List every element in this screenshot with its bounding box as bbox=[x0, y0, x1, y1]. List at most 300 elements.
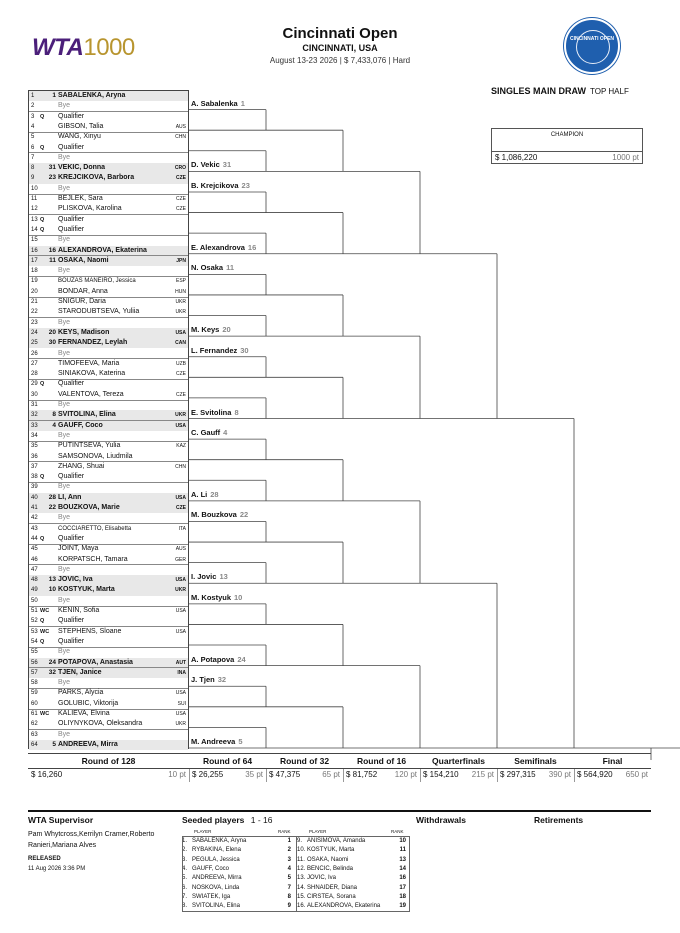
entry-player-name: Bye bbox=[58, 431, 71, 439]
entry-player-name: KEYS, Madison bbox=[58, 328, 110, 336]
winner-name: M. Bouzkova bbox=[191, 510, 237, 520]
seeded-table bbox=[182, 827, 410, 913]
entry-player-name: JOINT, Maya bbox=[58, 545, 99, 553]
entry-status: Q bbox=[40, 618, 45, 625]
winner-seed: 8 bbox=[234, 407, 239, 417]
withdrawals-title: Withdrawals bbox=[416, 815, 466, 825]
wta-1000-logo: WTA1000 bbox=[32, 34, 135, 61]
seed-rank: 17 bbox=[399, 884, 406, 891]
entry-player-name: GAUFF, Coco bbox=[58, 421, 103, 429]
entry-seed: 5 bbox=[52, 740, 56, 748]
seed-rank: 9 bbox=[287, 903, 291, 910]
entry-seed: 11 bbox=[49, 256, 56, 264]
entry-player-name: Bye bbox=[58, 236, 71, 244]
round-divider bbox=[189, 768, 190, 782]
entry-seed: 22 bbox=[48, 504, 56, 511]
winner-name: J. Tjen bbox=[191, 675, 215, 685]
round-prize bbox=[500, 770, 573, 781]
entry-seed: 23 bbox=[48, 174, 56, 182]
seed-player: JOVIC, Iva bbox=[307, 875, 337, 882]
round-points: 35 pt bbox=[245, 770, 263, 779]
entry-number: 13 bbox=[31, 216, 38, 223]
entry-player-name: PARKS, Alycia bbox=[58, 689, 104, 697]
entry-country: CHN bbox=[175, 463, 186, 470]
round-prize-money: $ 81,752 bbox=[346, 770, 378, 779]
seed-number: 1. bbox=[182, 838, 188, 844]
winner-name: I. Jovic bbox=[191, 572, 217, 582]
entry-number: 32 bbox=[31, 412, 38, 419]
entry-seed: 1 bbox=[52, 92, 56, 99]
entry-player-name: Bye bbox=[58, 514, 71, 522]
winner-seed: 22 bbox=[239, 510, 249, 520]
entry-player-name: KOSTYUK, Marta bbox=[58, 586, 115, 594]
entry-country: USA bbox=[175, 329, 186, 336]
winner-name: E. Svitolina bbox=[191, 407, 232, 417]
seed-number: 11. bbox=[297, 856, 305, 863]
entry-player-name: Bye bbox=[58, 184, 71, 192]
entry-number: 61 bbox=[31, 711, 38, 717]
entry-player-name: Qualifier bbox=[58, 473, 85, 481]
seed-player: RYBAKINA, Elena bbox=[192, 847, 241, 854]
entry-seed: 32 bbox=[48, 668, 56, 676]
entry-number: 1 bbox=[31, 93, 35, 99]
entry-number: 60 bbox=[31, 700, 38, 707]
entry-country: CZE bbox=[176, 175, 186, 182]
round-header: Round of 128 bbox=[81, 756, 136, 766]
entry-country: USA bbox=[175, 577, 186, 584]
entry-player-name: WANG, Xinyu bbox=[58, 133, 101, 141]
entry-seed: 20 bbox=[48, 328, 56, 336]
entry-country: KAZ bbox=[176, 443, 186, 450]
entry-status: WC bbox=[40, 608, 50, 614]
entry-number: 15 bbox=[31, 237, 38, 244]
round-prize bbox=[423, 770, 496, 781]
entry-player-name: OLIYNYKOVA, Oleksandra bbox=[58, 720, 143, 728]
entry-number: 40 bbox=[31, 494, 38, 501]
round-prize-money: $ 16,260 bbox=[31, 770, 63, 779]
entry-country: HUN bbox=[175, 288, 186, 295]
round-points: 65 pt bbox=[322, 770, 340, 779]
entry-number: 23 bbox=[31, 319, 38, 326]
entry-player-name: Qualifier bbox=[58, 534, 85, 542]
seed-player: PEGULA, Jessica bbox=[192, 856, 240, 863]
seed-number: 3. bbox=[182, 856, 188, 863]
winner-name: D. Vekic bbox=[191, 160, 220, 170]
released-date: 11 Aug 2026 3:36 PM bbox=[28, 866, 86, 872]
entry-player-name: OSAKA, Naomi bbox=[58, 256, 109, 264]
entry-player-name: Qualifier bbox=[58, 225, 85, 233]
seed-player: ANDREEVA, Mirra bbox=[192, 875, 242, 882]
winner-name: A. Li bbox=[191, 489, 208, 499]
retirements-title: Retirements bbox=[534, 815, 584, 825]
entry-country: ITA bbox=[178, 525, 186, 532]
entry-number: 6 bbox=[31, 144, 35, 151]
entry-player-name: Bye bbox=[58, 730, 71, 738]
seed-rank: 8 bbox=[287, 893, 291, 900]
draw-label: SINGLES MAIN DRAW TOP HALF bbox=[491, 86, 629, 96]
round-prize bbox=[269, 770, 342, 781]
entry-number: 43 bbox=[31, 525, 38, 532]
round-prize-money: $ 564,920 bbox=[577, 770, 613, 779]
entry-player-name: BOUZAS MANEIRO, Jessica bbox=[58, 278, 136, 285]
winner-name: N. Osaka bbox=[191, 263, 224, 273]
entry-country: ESP bbox=[175, 278, 186, 285]
entry-number: 51 bbox=[31, 608, 38, 614]
tournament-emblem-logo: CINCINNATI OPEN bbox=[564, 18, 620, 74]
entry-player-name: SVITOLINA, Elina bbox=[58, 411, 116, 419]
winner-seed: 13 bbox=[219, 572, 228, 582]
entry-number: 4 bbox=[31, 123, 35, 130]
winner-name: B. Krejcikova bbox=[191, 180, 239, 190]
seed-player: CIRSTEA, Sorana bbox=[307, 893, 356, 900]
entry-player-name: COCCIARETTO, Elisabetta bbox=[58, 525, 132, 532]
tournament-title: Cincinnati Open bbox=[282, 25, 398, 42]
entry-status: Q bbox=[40, 474, 45, 481]
entry-player-name: Bye bbox=[58, 565, 71, 573]
seed-col-player: PLAYER bbox=[194, 829, 212, 834]
entry-player-name: Bye bbox=[58, 267, 71, 275]
entry-player-name: Bye bbox=[58, 648, 71, 656]
winner-name: M. Kostyuk bbox=[191, 592, 232, 602]
entry-number: 50 bbox=[31, 597, 38, 604]
entry-number: 49 bbox=[31, 587, 38, 594]
entry-status: Q bbox=[40, 144, 45, 151]
entry-number: 3 bbox=[31, 113, 35, 120]
entry-country: UKR bbox=[175, 721, 186, 728]
entry-number: 10 bbox=[31, 185, 38, 192]
entry-player-name: SNIGUR, Daria bbox=[58, 298, 106, 305]
champion-points: 1000 pt bbox=[612, 153, 639, 162]
entry-player-name: SAMSONOVA, Liudmila bbox=[58, 452, 133, 460]
entry-player-name: BOUZKOVA, Marie bbox=[58, 504, 120, 511]
round-header: Quarterfinals bbox=[432, 756, 485, 766]
round-divider bbox=[420, 768, 421, 782]
entry-number: 8 bbox=[31, 165, 35, 172]
entry-player-name: Bye bbox=[58, 318, 71, 326]
round-bar-mid bbox=[28, 768, 651, 769]
seed-player: SVITOLINA, Elina bbox=[192, 903, 240, 910]
entry-country: UKR bbox=[175, 299, 186, 305]
seed-number: 15. bbox=[297, 893, 306, 900]
entry-number: 9 bbox=[31, 175, 35, 182]
entry-status: WC bbox=[40, 628, 50, 635]
entry-country: USA bbox=[175, 494, 186, 501]
entry-status: Q bbox=[40, 226, 45, 233]
winner-seed: 23 bbox=[241, 180, 250, 190]
entry-number: 27 bbox=[31, 360, 38, 367]
entry-country: USA bbox=[175, 422, 186, 429]
entry-number: 24 bbox=[31, 329, 38, 336]
round-header: Final bbox=[602, 756, 623, 766]
entry-country: CAN bbox=[175, 340, 186, 347]
entry-country: USA bbox=[175, 608, 186, 614]
entry-country: GER bbox=[175, 556, 186, 563]
entry-number: 45 bbox=[31, 546, 38, 553]
tournament-city: CINCINNATI, USA bbox=[302, 43, 378, 53]
round-bar-top bbox=[28, 753, 651, 754]
seed-player: ALEXANDROVA, Ekaterina bbox=[307, 903, 381, 910]
seed-number: 12. bbox=[297, 865, 306, 872]
champion-label: CHAMPION bbox=[550, 132, 584, 138]
entry-number: 20 bbox=[31, 288, 38, 295]
entry-number: 39 bbox=[31, 484, 38, 491]
entry-seed: 30 bbox=[48, 339, 56, 347]
entry-player-name: FERNANDEZ, Leylah bbox=[58, 339, 128, 347]
entry-player-name: Bye bbox=[58, 483, 71, 491]
entry-player-name: ZHANG, Shuai bbox=[58, 462, 105, 470]
round-header: Round of 32 bbox=[279, 756, 330, 766]
entry-seed: 4 bbox=[52, 421, 56, 429]
tournament-details: August 13-23 2026 | $ 7,433,076 | Hard bbox=[269, 56, 411, 65]
winner-name: M. Andreeva bbox=[191, 737, 236, 746]
round-points: 215 pt bbox=[471, 770, 494, 779]
entry-number: 5 bbox=[31, 134, 35, 141]
entry-status: WC bbox=[40, 711, 50, 717]
seed-number: 13. bbox=[297, 875, 306, 882]
entry-player-name: STEPHENS, Sloane bbox=[58, 627, 122, 635]
entry-number: 46 bbox=[31, 556, 38, 563]
winner-seed: 24 bbox=[237, 654, 246, 664]
entry-number: 59 bbox=[31, 690, 38, 697]
entry-country: CHN bbox=[175, 134, 186, 141]
entry-player-name: VEKIC, Donna bbox=[58, 164, 106, 172]
seed-number: 8. bbox=[182, 903, 188, 910]
entry-player-name: Bye bbox=[58, 349, 71, 357]
seed-player: SHNAIDER, Diana bbox=[307, 884, 358, 891]
entry-number: 2 bbox=[31, 103, 35, 110]
winner-seed: 1 bbox=[240, 98, 245, 108]
entry-country: SUI bbox=[177, 700, 186, 707]
entry-number: 11 bbox=[31, 196, 38, 202]
winner-seed: 32 bbox=[217, 675, 227, 685]
entry-number: 63 bbox=[31, 731, 38, 738]
round-header: Semifinals bbox=[514, 756, 557, 766]
entry-player-name: Qualifier bbox=[58, 112, 85, 120]
round-prize bbox=[31, 770, 188, 781]
entry-number: 26 bbox=[31, 350, 38, 357]
entry-player-name: BONDAR, Anna bbox=[58, 287, 108, 295]
entry-number: 62 bbox=[31, 721, 38, 728]
seed-rank: 16 bbox=[399, 875, 406, 882]
round-divider bbox=[574, 768, 575, 782]
round-prize-money: $ 26,255 bbox=[192, 770, 224, 779]
round-prize bbox=[192, 770, 265, 781]
round-header: Round of 64 bbox=[202, 756, 253, 766]
seed-rank: 5 bbox=[287, 875, 291, 882]
entry-player-name: STARODUBTSEVA, Yuliia bbox=[58, 308, 140, 316]
entry-number: 16 bbox=[31, 247, 38, 254]
seed-col-rank-2: RANK bbox=[391, 829, 404, 834]
seed-rank: 7 bbox=[287, 884, 291, 891]
entry-number: 22 bbox=[31, 309, 38, 316]
entry-player-name: VALENTOVA, Tereza bbox=[58, 390, 124, 398]
seed-number: 4. bbox=[182, 865, 188, 872]
entry-country: AUS bbox=[175, 123, 186, 130]
entry-player-name: Bye bbox=[58, 679, 71, 687]
round-divider bbox=[497, 768, 498, 782]
seed-player: ANISIMOVA, Amanda bbox=[307, 838, 366, 844]
entry-number: 28 bbox=[31, 371, 38, 378]
entry-country: INA bbox=[177, 669, 186, 676]
entry-player-name: Qualifier bbox=[58, 143, 85, 151]
entry-number: 57 bbox=[31, 669, 38, 676]
winner-name: C. Gauff bbox=[191, 428, 221, 438]
entry-number: 14 bbox=[31, 226, 38, 233]
entry-number: 54 bbox=[31, 638, 38, 645]
entry-player-name: GIBSON, Talia bbox=[58, 122, 104, 130]
entry-player-name: TJEN, Janice bbox=[58, 668, 102, 676]
entry-number: 19 bbox=[31, 278, 38, 285]
round-points: 120 pt bbox=[394, 770, 417, 779]
entry-number: 7 bbox=[31, 154, 35, 161]
winner-seed: 5 bbox=[238, 737, 243, 746]
seed-rank: 11 bbox=[399, 847, 406, 854]
entry-number: 38 bbox=[31, 474, 38, 481]
winner-seed: 20 bbox=[222, 325, 231, 335]
entry-number: 64 bbox=[31, 741, 38, 748]
entry-country: UKR bbox=[175, 412, 186, 419]
winner-seed: 11 bbox=[226, 263, 235, 273]
winner-seed: 10 bbox=[234, 592, 243, 602]
entry-number: 35 bbox=[31, 443, 38, 450]
winner-name: E. Alexandrova bbox=[191, 242, 245, 252]
supervisor-names: Pam Whytcross,Kerrilyn Cramer,Roberto Ranieri,Mariana Alves bbox=[28, 831, 155, 849]
entry-seed: 10 bbox=[48, 586, 56, 594]
entry-country: CRO bbox=[174, 165, 186, 172]
entry-country: CZE bbox=[176, 505, 186, 511]
entry-number: 44 bbox=[31, 535, 38, 542]
round-points: 390 pt bbox=[548, 770, 571, 779]
seed-number: 2. bbox=[182, 847, 188, 854]
seed-player: SABALENKA, Aryna bbox=[192, 838, 247, 844]
winner-name: L. Fernandez bbox=[191, 345, 238, 355]
seed-player: OSAKA, Naomi bbox=[307, 856, 349, 863]
entry-country: UKR bbox=[175, 309, 186, 316]
seed-player: SWIATEK, Iga bbox=[192, 893, 231, 900]
winner-seed: 16 bbox=[247, 242, 257, 252]
entry-player-name: TIMOFEEVA, Maria bbox=[58, 359, 120, 367]
winner-name: A. Sabalenka bbox=[191, 98, 238, 108]
seed-player: BENCIC, Belinda bbox=[307, 865, 354, 872]
entry-player-name: GOLUBIC, Viktorija bbox=[58, 699, 119, 707]
entry-status: Q bbox=[40, 113, 45, 120]
entry-player-name: BEJLEK, Sara bbox=[58, 195, 103, 202]
entry-status: Q bbox=[40, 381, 45, 388]
entry-player-name: Qualifier bbox=[58, 380, 85, 388]
entry-seed: 13 bbox=[48, 576, 56, 584]
entry-player-name: KREJCIKOVA, Barbora bbox=[58, 174, 135, 182]
entry-number: 41 bbox=[31, 505, 38, 511]
round-prize bbox=[346, 770, 419, 781]
entry-number: 33 bbox=[31, 422, 38, 429]
entry-country: UZB bbox=[176, 360, 186, 367]
entry-seed: 28 bbox=[48, 493, 56, 501]
entry-number: 21 bbox=[31, 299, 38, 305]
seed-number: 7. bbox=[182, 893, 188, 900]
entry-number: 29 bbox=[31, 381, 38, 388]
entry-player-name: Qualifier bbox=[58, 617, 85, 625]
entry-number: 25 bbox=[31, 340, 38, 347]
seed-rank: 3 bbox=[287, 856, 291, 863]
round-prize-money: $ 297,315 bbox=[500, 770, 536, 779]
round-header: Round of 16 bbox=[356, 756, 407, 766]
entry-country: AUS bbox=[175, 546, 186, 553]
seed-rank: 10 bbox=[399, 838, 406, 844]
entry-number: 36 bbox=[31, 453, 38, 460]
round-prize-money: $ 47,375 bbox=[269, 770, 301, 779]
entry-player-name: Qualifier bbox=[58, 215, 85, 223]
entry-status: Q bbox=[40, 216, 45, 223]
entry-country: CZE bbox=[176, 196, 186, 202]
entry-seed: 16 bbox=[48, 246, 56, 254]
entry-number: 17 bbox=[31, 257, 38, 264]
round-prize bbox=[577, 770, 650, 781]
seed-col-rank: RANK bbox=[278, 829, 291, 834]
entry-country: JPN bbox=[176, 257, 186, 264]
half-label: TOP HALF bbox=[590, 87, 629, 96]
entry-country: USA bbox=[175, 711, 186, 717]
seed-rank: 13 bbox=[399, 856, 406, 863]
entry-number: 47 bbox=[31, 566, 38, 573]
entry-number: 55 bbox=[31, 649, 38, 656]
entry-player-name: SINIAKOVA, Katerina bbox=[58, 370, 126, 378]
seed-rank: 1 bbox=[287, 838, 291, 844]
seed-number: 16. bbox=[297, 903, 306, 910]
entry-seed: 8 bbox=[52, 411, 56, 419]
winner-seed: 30 bbox=[240, 345, 249, 355]
seed-number: 9. bbox=[297, 838, 303, 844]
entry-number: 30 bbox=[31, 391, 38, 398]
winner-name: A. Potapova bbox=[191, 654, 235, 664]
entry-country: CZE bbox=[176, 391, 186, 398]
seed-player: NOSKOVA, Linda bbox=[192, 884, 240, 891]
entry-seed: 24 bbox=[48, 658, 56, 666]
seed-rank: 18 bbox=[399, 893, 406, 900]
entry-player-name: KENIN, Sofia bbox=[58, 607, 100, 614]
entry-player-name: ANDREEVA, Mirra bbox=[58, 740, 118, 748]
entry-player-name: LI, Ann bbox=[58, 493, 82, 501]
seed-rank: 14 bbox=[399, 865, 406, 872]
entry-number: 34 bbox=[31, 432, 38, 439]
entry-number: 37 bbox=[31, 463, 38, 470]
round-divider bbox=[266, 768, 267, 782]
entry-player-name: KALIEVA, Elvina bbox=[58, 710, 110, 717]
entry-number: 58 bbox=[31, 680, 38, 687]
entry-player-name: KORPATSCH, Tamara bbox=[58, 555, 128, 563]
seed-rank: 4 bbox=[287, 865, 291, 872]
champion-prize: $ 1,086,220 bbox=[495, 153, 538, 162]
round-points: 650 pt bbox=[625, 770, 648, 779]
supervisor-title: WTA Supervisor bbox=[28, 815, 94, 825]
entry-player-name: Bye bbox=[58, 102, 71, 110]
entry-player-name: Qualifier bbox=[58, 637, 85, 645]
round-points: 10 pt bbox=[168, 770, 186, 779]
entry-player-name: POTAPOVA, Anastasia bbox=[58, 658, 133, 666]
seed-rank: 19 bbox=[399, 903, 406, 910]
released-label: RELEASED bbox=[28, 856, 61, 862]
entry-country: USA bbox=[175, 690, 186, 697]
seed-number: 10. bbox=[297, 847, 306, 854]
entry-status: Q bbox=[40, 535, 45, 542]
seed-number: 6. bbox=[182, 884, 188, 891]
entry-number: 12 bbox=[31, 206, 38, 213]
winner-name: M. Keys bbox=[191, 325, 220, 335]
seeded-title: Seeded players 1 - 16 bbox=[182, 815, 273, 825]
winner-seed: 31 bbox=[222, 160, 232, 170]
entry-player-name: PLISKOVA, Karolina bbox=[58, 205, 122, 213]
round-divider bbox=[343, 768, 344, 782]
entry-number: 56 bbox=[31, 659, 38, 666]
